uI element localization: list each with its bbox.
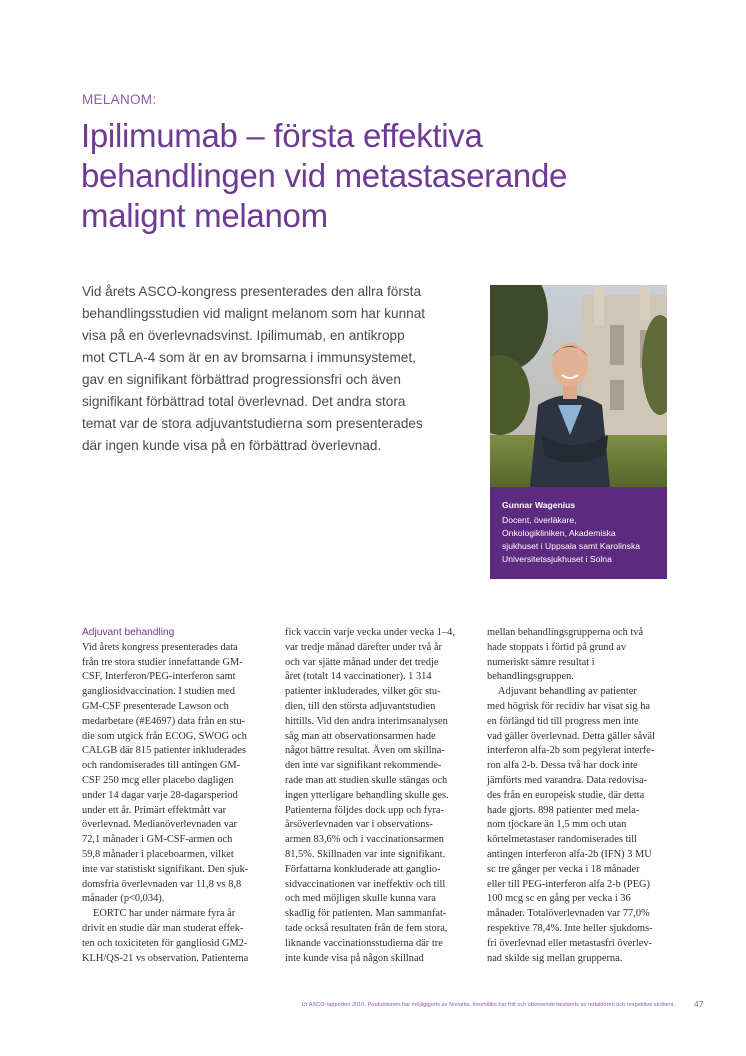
- lead-line: visa på en överlevnadsvinst. Ipilimumab, en antikropp: [82, 328, 405, 343]
- body-text-line: vad gäller överlevnad. Detta gäller såväl: [487, 730, 655, 742]
- body-text-line: hade gjorts. 898 patienter med mela-: [487, 804, 640, 816]
- body-text-line: 81,5%. Skillnaden var inte signifikant.: [285, 848, 446, 860]
- body-text-line: armen 83,6% och i vaccinationsarmen: [285, 834, 444, 846]
- body-text-line: något bättre resultat. Även om skillna-: [285, 745, 445, 757]
- lead-line: Vid årets ASCO-kongress presenterades den allra första: [82, 284, 422, 299]
- footer-note: Ur ASCO-rapporten 2010. Produktionen har möjliggjorts av Novartis. Innehållet har fritt och oberoende bestämts av redaktören och respektive skribent.: [301, 1002, 675, 1008]
- body-text-line: drivit en studie där man studerat effek-: [82, 922, 244, 934]
- author-title-line: Docent, överläkare,: [502, 515, 577, 525]
- body-text-line: sc tre gånger per vecka i 18 månader: [487, 863, 640, 875]
- body-text-line: numeriskt sämre resultat i: [487, 656, 595, 668]
- body-text-line: EORTC har under närmare fyra år: [93, 908, 236, 920]
- body-text-line: ingen ytterligare behandling skulle ges.: [285, 789, 449, 801]
- body-text-line: Författarna konkluderade att ganglio-: [285, 863, 441, 875]
- body-text-line: och med möjligen skulle kunna vara: [285, 893, 436, 905]
- body-text-line: månader (p<0,034).: [82, 893, 165, 905]
- body-text-line: 100 mcg sc en gång per vecka i 36: [487, 893, 631, 905]
- body-text-line: medarbetare (#E4697) data från en stu-: [82, 715, 245, 727]
- article-title: [81, 116, 641, 236]
- body-text-line: respektive 78,4%. Inte heller sjukdoms-: [487, 922, 653, 934]
- body-text-line: nad skilde sig mellan grupperna.: [487, 952, 623, 964]
- body-text-line: såg man att observationsarmen hade: [285, 730, 436, 742]
- body-text-line: des från en europeisk studie, där detta: [487, 789, 645, 801]
- body-text-line: överlevnad. Medianöverlevnaden var: [82, 819, 237, 831]
- body-text-line: dien, till den största adjuvantstudien: [285, 700, 436, 712]
- body-text-line: Adjuvant behandling av patienter: [498, 686, 637, 698]
- body-text-line: och randomiserades till antingen GM-: [82, 760, 241, 772]
- author-caption: [490, 487, 667, 579]
- body-text-line: fick vaccin varje vecka under vecka 1–4,: [285, 627, 455, 638]
- body-text-line: antingen interferon alfa-2b (IFN) 3 MU: [487, 848, 652, 860]
- body-text-line: den inte var signifikant rekommende-: [285, 760, 442, 772]
- body-column-1: [82, 626, 267, 966]
- lead-line: mot CTLA-4 som är en av bromsarna i immunsystemet,: [82, 350, 416, 365]
- body-text-line: fri överlevnad eller metastasfri överlev-: [487, 937, 653, 949]
- body-text-line: skadlig för patienten. Man sammanfat-: [285, 908, 447, 920]
- page-number: 47: [694, 999, 704, 1009]
- author-title-line: Universitetssjukhuset i Solna: [502, 554, 612, 564]
- section-heading: Adjuvant behandling: [82, 627, 175, 638]
- title-line: Ipilimumab – första effektiva: [81, 117, 483, 154]
- lead-paragraph: [82, 281, 482, 457]
- body-text-line: liknande vaccinationsstudierna där tre: [285, 937, 443, 949]
- body-text-line: året (totalt 14 vaccinationer). 1 314: [285, 671, 432, 683]
- body-text-line: Vid årets kongress presenterades data: [82, 641, 238, 653]
- body-text-line: körtelmetastaser randomiserades till: [487, 834, 638, 846]
- section-kicker: MELANOM:: [82, 92, 157, 107]
- author-name: Gunnar Wagenius: [502, 500, 576, 510]
- body-text-line: inte kunde visa på någon skillnad: [285, 952, 424, 964]
- lead-line: där ingen kunde visa på en förbättrad överlevnad.: [82, 438, 382, 453]
- body-text-line: från tre stora studier innefattande GM-: [82, 656, 243, 668]
- body-text-line: die som utgick från ECOG, SWOG och: [82, 730, 247, 742]
- body-text-line: eller till PEG-interferon alfa 2-b (PEG): [487, 878, 651, 890]
- body-text-line: under 14 dagar varje 28-dagarsperiod: [82, 789, 238, 801]
- body-text-line: 72,1 månader i GM-CSF-armen och: [82, 834, 233, 846]
- body-text-line: gangliosidvaccination. I studien med: [82, 686, 235, 698]
- body-text-line: 59,8 månader i placeboarmen, vilket: [82, 848, 234, 860]
- body-text-line: domsfria överlevnaden var 11,8 vs 8,8: [82, 878, 242, 890]
- body-text-line: CALGB där 815 patienter inkluderades: [82, 745, 246, 757]
- body-text-line: en förlängd tid till progress men inte: [487, 715, 639, 727]
- body-text-line: och var sjätte månad under det tredje: [285, 656, 439, 668]
- title-line: behandlingen vid metastaserande: [81, 157, 568, 194]
- body-text-line: hittills. Vid den andra interimsanalysen: [285, 715, 448, 727]
- body-text-line: mellan behandlingsgrupperna och två: [487, 627, 644, 638]
- body-column-3: [487, 626, 672, 966]
- body-text-line: patienter inkluderades, vilket gör stu-: [285, 686, 441, 698]
- body-text-line: GM-CSF presenterade Lawson och: [82, 700, 229, 712]
- body-text-line: årsöverlevnaden var i observations-: [285, 819, 434, 831]
- body-text-line: CSF 250 mcg eller placebo dagligen: [82, 774, 234, 786]
- body-text-line: behandlingsgruppen.: [487, 671, 574, 683]
- body-text-line: ron alfa 2-b. Dessa två har dock inte: [487, 760, 638, 772]
- body-text-line: CSF, Interferon/PEG-interferon samt: [82, 671, 236, 683]
- body-text-line: sidvaccinationen var ineffektiv och till: [285, 878, 446, 890]
- body-text-line: nom tjockare än 1,5 mm och utan: [487, 819, 627, 831]
- title-line: malignt melanom: [81, 197, 328, 234]
- body-text-line: med högrisk för recidiv har visat sig ha: [487, 700, 651, 712]
- lead-line: behandlingsstudien vid malignt melanom som har kunnat: [82, 306, 426, 321]
- lead-line: gav en signifikant förbättrad progressionsfri och även: [82, 372, 401, 387]
- body-text-line: interferon alfa-2b som pegylerat interfe-: [487, 745, 655, 757]
- body-text-line: under ett år. Primärt effektmått var: [82, 804, 227, 816]
- lead-line: signifikant förbättrad total överlevnad. Det andra stora: [82, 394, 406, 409]
- author-title-line: sjukhuset i Uppsala samt Karolinska: [502, 541, 641, 551]
- body-text-line: KLH/QS-21 vs observation. Patienterna: [82, 952, 249, 964]
- body-text-line: Patienterna följdes dock upp och fyra-: [285, 804, 444, 816]
- author-title-line: Onkologikliniken, Akademiska: [502, 528, 616, 538]
- body-text-line: inte var statistiskt signifikant. Den sjuk-: [82, 863, 249, 875]
- body-text-line: var tredje månad därefter under två år: [285, 641, 442, 653]
- author-photo: [490, 285, 667, 487]
- body-text-line: månader. Totalöverlevnaden var 77,0%: [487, 908, 650, 920]
- body-text-line: ten och toxiciteten för gangliosid GM2-: [82, 937, 248, 949]
- body-text-line: hade stoppats i förtid på grund av: [487, 641, 627, 653]
- lead-line: temat var de stora adjuvantstudierna som presenterades: [82, 416, 423, 431]
- body-column-2: [285, 626, 470, 966]
- body-text-line: rade man att studien skulle stängas och: [285, 774, 448, 786]
- body-text-line: tade också resultaten från de fem stora,: [285, 922, 448, 934]
- body-text-line: jämförts med varandra. Data redovisa-: [487, 774, 648, 786]
